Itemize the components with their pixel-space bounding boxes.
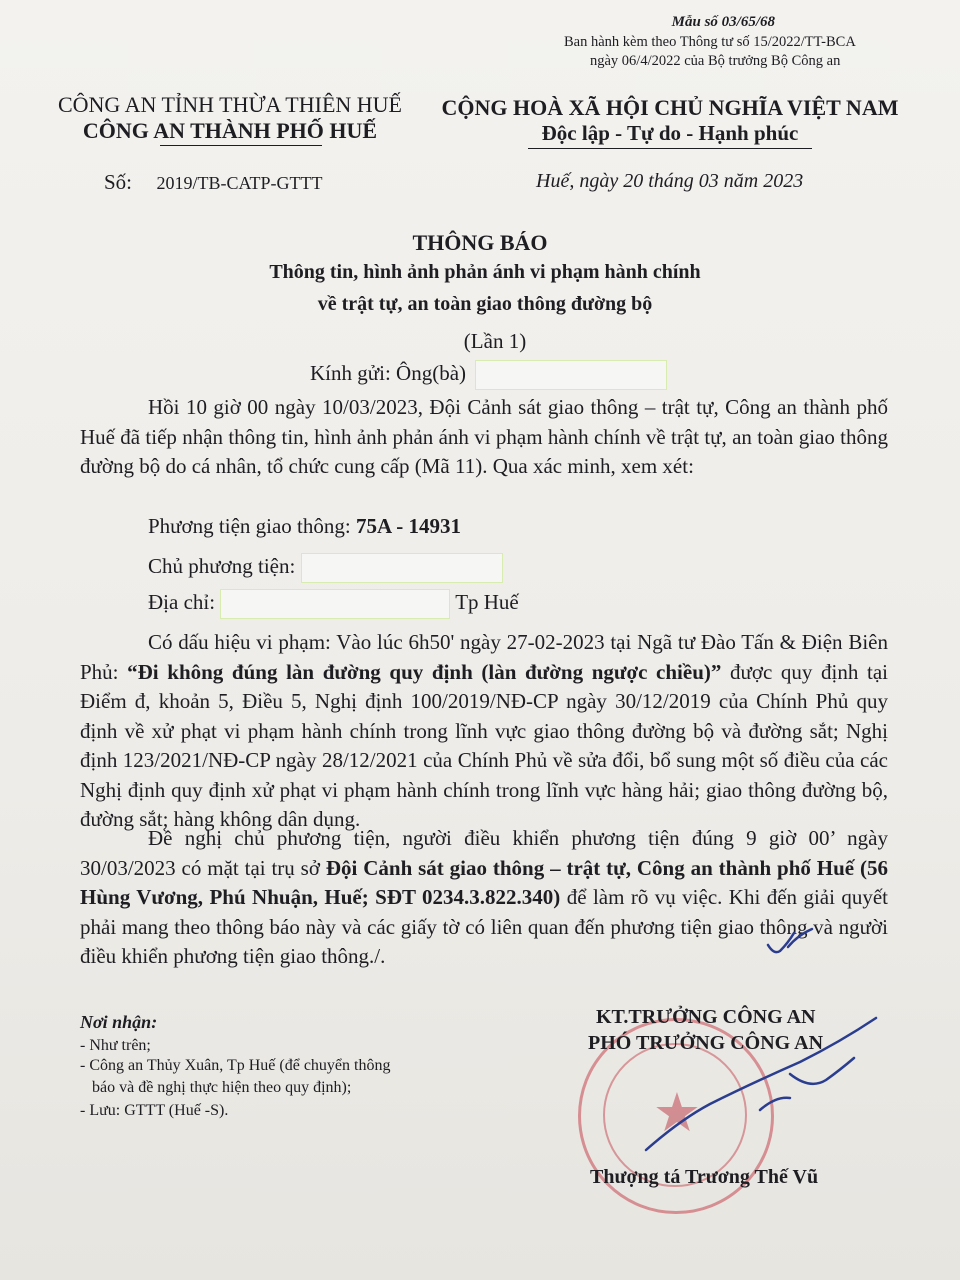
address-city: Tp Huế [455,589,519,614]
redacted-owner-box [301,553,503,583]
form-code: Mẫu số 03/65/68 [671,14,775,30]
pen-tick-mark [764,925,816,961]
title-subline-2: về trật tự, an toàn giao thông đường bộ [317,293,653,315]
owner-line [148,553,503,583]
recipients-heading: Nơi nhận: [80,1012,158,1032]
signer-name: Thượng tá Trương Thế Vũ [590,1166,819,1188]
addressee-line [310,360,667,390]
address-line [148,589,519,619]
violation-description: “Đi không đúng làn đường quy định (làn đường ngược chiều)” [127,659,722,684]
document-number [104,170,323,195]
address-label: Địa chỉ: [148,589,216,614]
station-address: Đội Cảnh sát giao thông – trật tự, Công an thành phố Huế (56 Hùng Vương, Phú Nhuận, Huế; SĐT 0234.3.822.340) [80,855,888,909]
request-text-1: Đề nghị chủ phương tiện, người điều khiển phương tiện đúng 9 giờ 00’ ngày 30/03/2023 có mặt tại trụ sở [80,826,888,880]
vehicle-line [148,514,461,539]
intro-text: Hồi 10 giờ 00 ngày 10/03/2023, Đội Cảnh sát giao thông – trật tự, Công an thành phố Huế đã tiếp nhận thông tin, hình ảnh phản ánh vi phạm hành chính về trật tự, an toàn giao thông đường bộ do cá nhân, tổ chức cung cấp (Mã 11). Qua xác minh, xem xét: [80,395,888,478]
recipient-item-3: - Lưu: GTTT (Huế -S). [80,1102,229,1119]
violation-text-1: Có dấu hiệu vi phạm: Vào lúc 6h50' ngày 27-02-2023 tại Ngã tư Đào Tấn & Điện Biên Phủ: [80,630,888,684]
form-issued-note-2: ngày 06/4/2022 của Bộ trưởng Bộ Công an [590,53,841,69]
violation-paragraph [80,628,888,835]
recipient-item-2a: - Công an Thủy Xuân, Tp Huế (để chuyển thông [80,1057,391,1074]
number-label: Số: [104,170,133,194]
vehicle-label: Phương tiện giao thông: [148,514,351,538]
star-emblem-icon: ★ [652,1083,702,1143]
number-value: 2019/TB-CATP-GTTT [156,173,323,193]
vehicle-plate: 75A - 14931 [355,514,461,538]
form-issued-note-1: Ban hành kèm theo Thông tư số 15/2022/TT-BCA [564,34,856,50]
national-motto: Độc lập - Tự do - Hạnh phúc [541,121,799,145]
owner-label: Chủ phương tiện: [148,553,296,578]
agency-name: CÔNG AN THÀNH PHỐ HUẾ [82,118,378,143]
intro-paragraph [80,393,888,482]
signature-title-2: PHÓ TRƯỞNG CÔNG AN [588,1032,824,1054]
national-name: CỘNG HOÀ XÃ HỘI CHỦ NGHĨA VIỆT NAM [441,95,899,120]
request-text-2: để làm rõ vụ việc. Khi đến giải quyết phải mang theo thông báo này và các giấy tờ có liên quan đến phương tiện giao thông và người điều khiển phương tiện giao thông./. [80,885,888,968]
recipient-item-2b: báo và đề nghị thực hiện theo quy định); [92,1079,352,1096]
handwritten-signature [640,1000,890,1160]
signature-title-1: KT.TRƯỞNG CÔNG AN [596,1006,816,1028]
document-date: Huế, ngày 20 tháng 03 năm 2023 [536,170,804,192]
redacted-address-box [220,589,450,619]
title-subline-1: Thông tin, hình ảnh phản ánh vi phạm hành chính [269,261,701,283]
agency-underline [160,145,322,146]
notice-round: (Lần 1) [463,329,527,353]
violation-text-2: được quy định tại Điểm đ, khoản 5, Điều 5, Nghị định 100/2019/NĐ-CP ngày 30/12/2019 của Chính Phủ quy định về xử phạt vi phạm hành chính trong lĩnh vực giao thông đường bộ và đường sắt; Nghị định 123/2021/NĐ-CP ngày 28/12/2021 của Chính Phủ về sửa đổi, bổ sung một số điều của các Nghị định quy định xử phạt vi phạm hành chính trong lĩnh vực hàng hải; giao thông đường bộ, đường sắt; hàng không dân dụng. [80,659,888,831]
recipient-item-1: - Như trên; [80,1037,151,1054]
motto-underline [528,148,812,149]
document-title: THÔNG BÁO [412,230,548,255]
agency-parent: CÔNG AN TỈNH THỪA THIÊN HUẾ [57,92,402,117]
addressee-label: Kính gửi: Ông(bà) [310,360,467,385]
redacted-name-box [475,360,667,390]
